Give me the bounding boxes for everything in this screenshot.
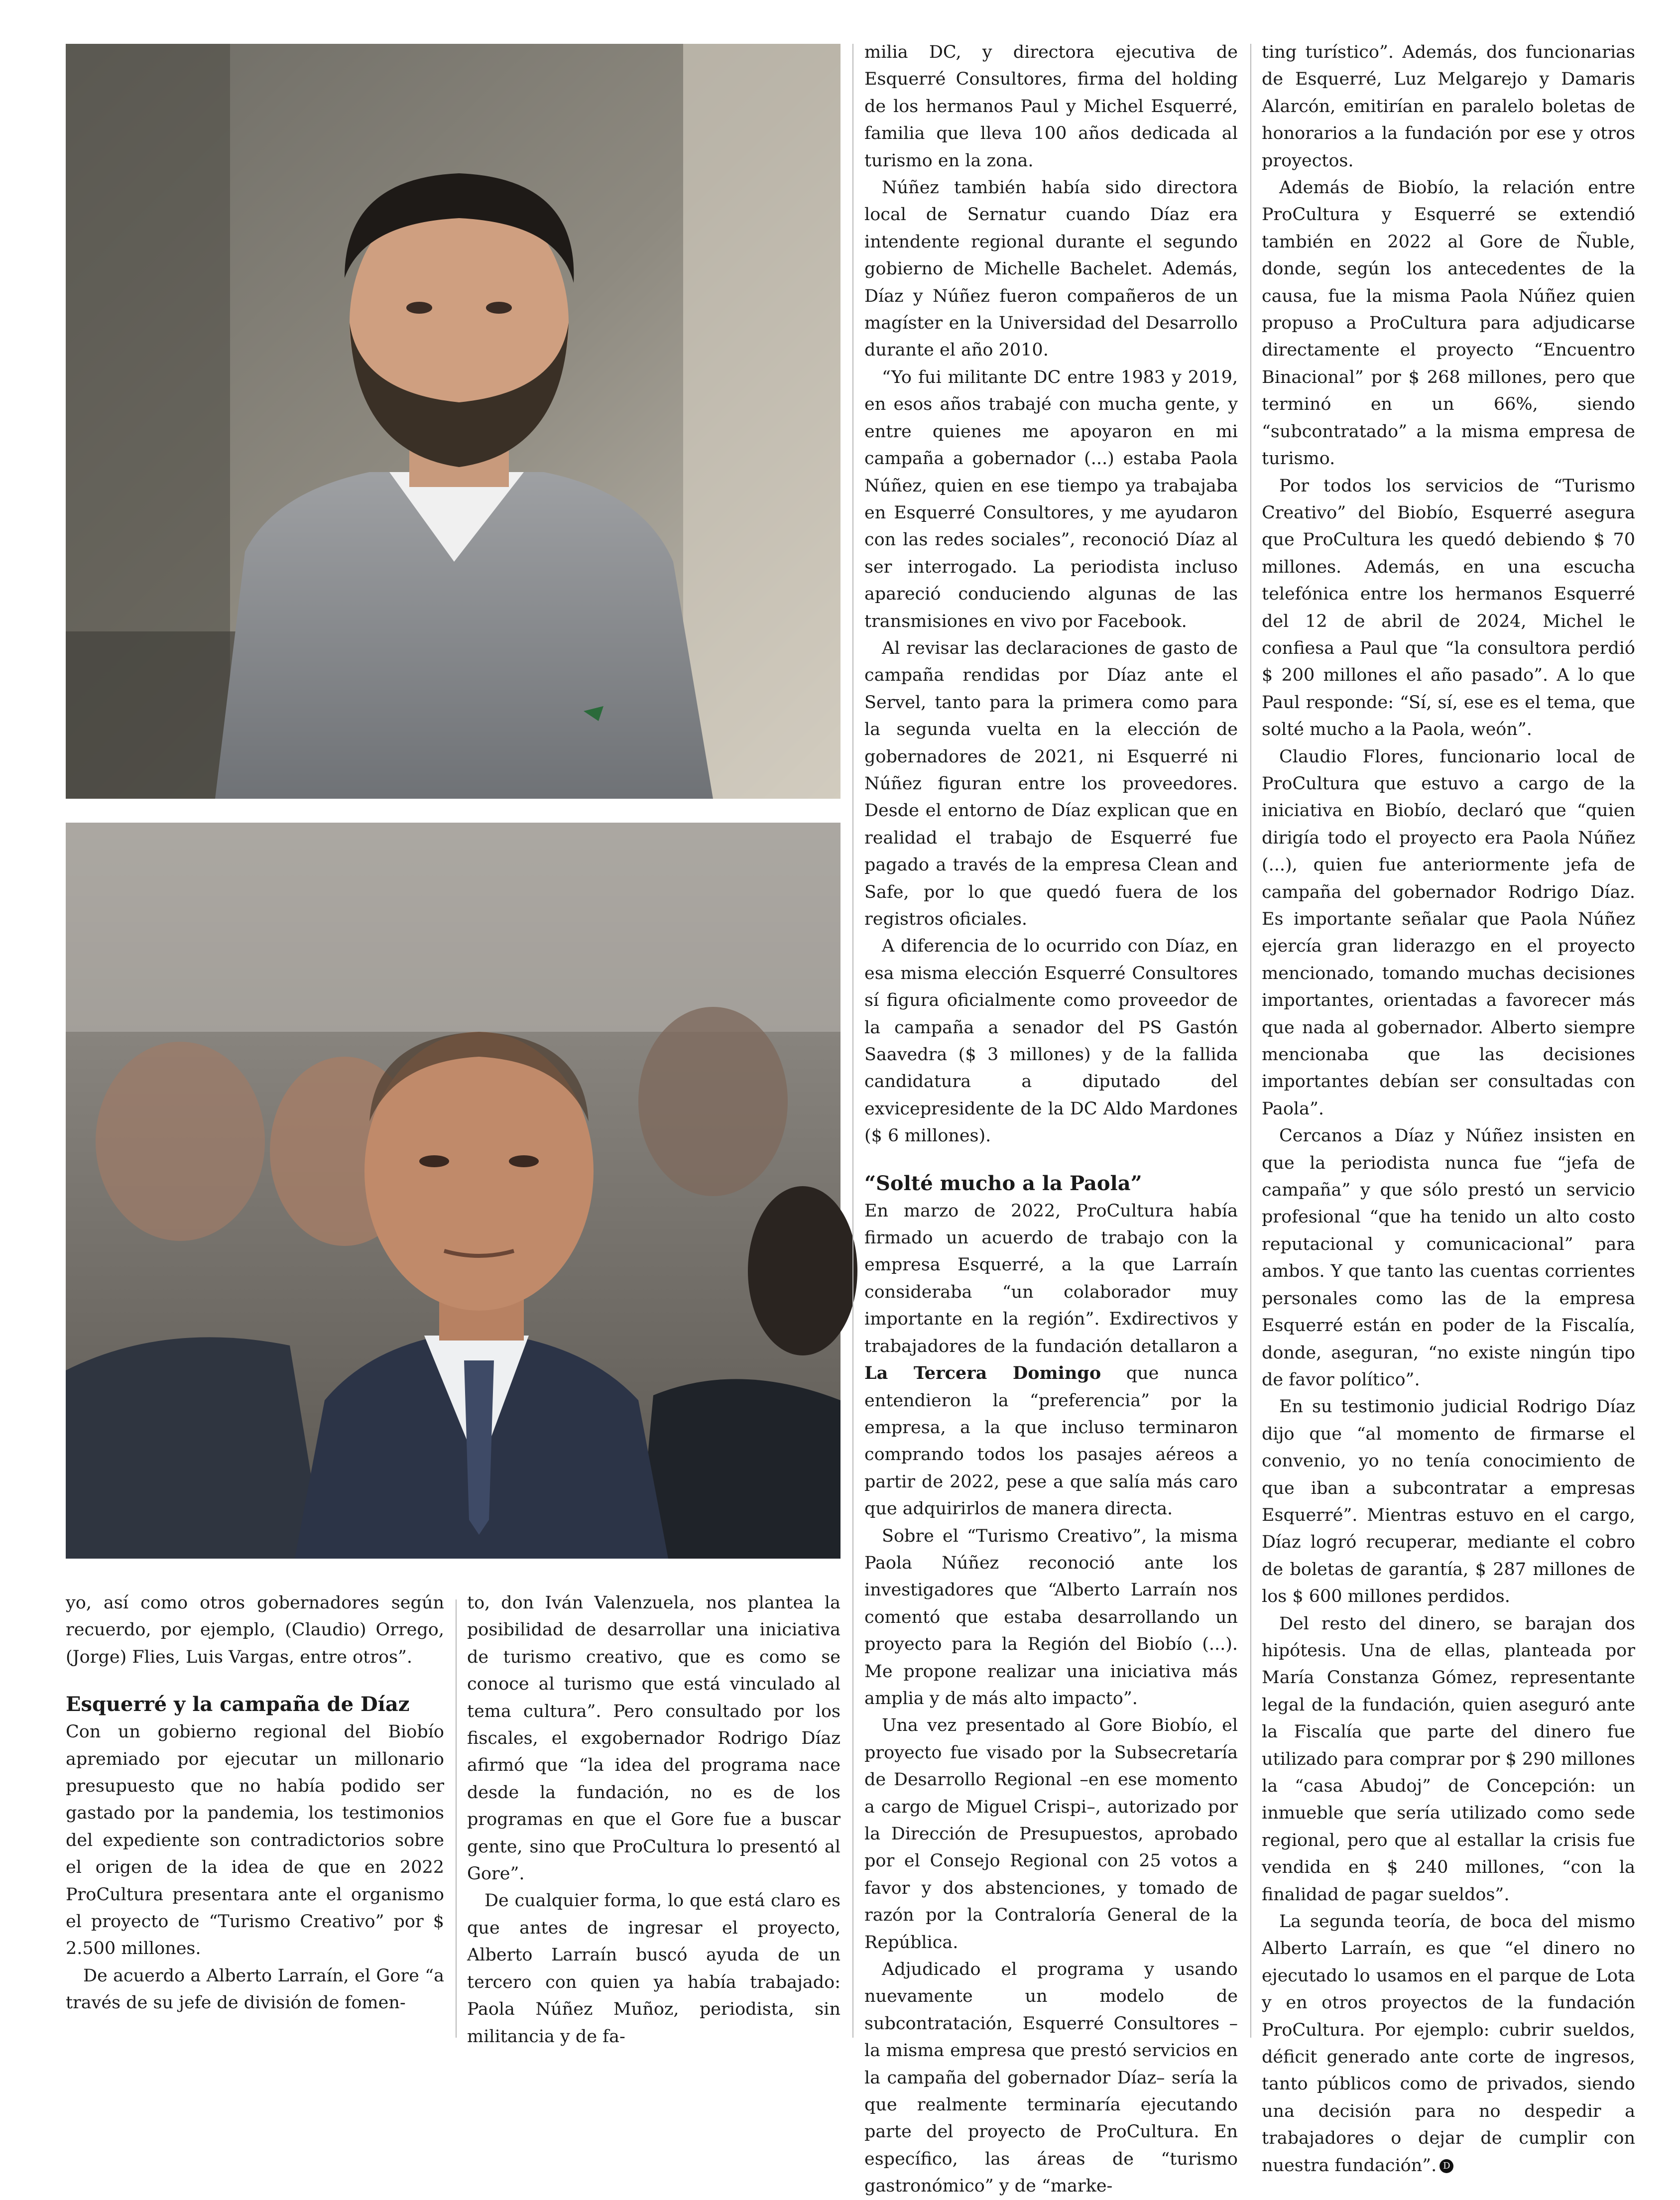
paragraph: Claudio Flores, funcionario local de ProCultura que estuvo a cargo de la iniciativa en Biobío, declaró que “quien dirigía todo el proyecto era Paola Núñez (...), quien fue anteriormente jefa de campaña del gobernador Rodrigo Díaz. Es importante señalar que Paola Núñez ejercía gran liderazgo en el proyecto mencionado, tomando muchas decisiones importantes, orientadas a favorecer más que nada al gobernador. Alberto siempre mencionaba que las decisiones importantes debían ser consultadas con Paola”. [1262,746,1635,1119]
section-heading: Esquerré y la campaña de Díaz [66,1693,410,1716]
paragraph: Núñez también había sido directora local de Sernatur cuando Díaz era intendente regional durante el segundo gobierno de Michelle Bachelet. Además, Díaz y Núñez fueron compañeros de un magíster en la Universidad del Desarrollo durante el año 2010. [864,178,1238,361]
column-rule [456,1599,457,2038]
paragraph: yo, así como otros gobernadores según recuerdo, por ejemplo, (Claudio) Orrego, (Jorge) Flies, Luis Vargas, entre otros”. [66,1593,444,1667]
article-column-4 [1262,39,1635,2176]
section-heading: “Solté mucho a la Paola” [864,1171,1142,1195]
paragraph: Al revisar las declaraciones de gasto de campaña rendidas por Díaz ante el Servel, tanto para la primera como para la segunda vuelta en la elección de gobernadores de 2021, ni Esquerré ni Núñez figuran entre los proveedores. Desde el entorno de Díaz explican que en realidad el trabajo de Esquerré fue pagado a través de la empresa Clean and Safe, por lo que quedó fuera de los registros oficiales. [864,638,1238,929]
paragraph: En su testimonio judicial Rodrigo Díaz dijo que “al momento de firmarse el convenio, yo no tenía conocimiento de que iban a subcontratar a empresas Esquerré”. Mientras estuvo en el cargo, Díaz logró recuperar, mediante el cobro de boletas de garantía, $ 287 millones de los $ 600 millones perdidos. [1262,1397,1635,1607]
paragraph: milia DC, y directora ejecutiva de Esquerré Consultores, firma del holding de los hermanos Paul y Michel Esquerré, familia que lleva 100 años dedicada al turismo en la zona. [864,42,1238,171]
photo-bottom-portrait [66,823,840,1559]
paragraph: Además de Biobío, la relación entre ProCultura y Esquerré se extendió también en 2022 al Gore de Ñuble, donde, según los antecedentes de la causa, fue la misma Paola Núñez quien propuso a ProCultura para adjudicarse directamente el proyecto “Encuentro Binacional” por $ 268 millones, pero que terminó en un 66%, siendo “subcontratado” a la misma empresa de turismo. [1262,178,1635,469]
paragraph: De acuerdo a Alberto Larraín, el Gore “a través de su jefe de división de fomen- [66,1965,444,2013]
paragraph: Por todos los servicios de “Turismo Creativo” del Biobío, Esquerré asegura que ProCultura les quedó debiendo $ 70 millones. Además, en una escucha telefónica entre los hermanos Esquerré del 12 de abril de 2024, Michel le confiesa a Paul que “la consultora perdió $ 200 millones el año pasado”. A lo que Paul responde: “Sí, sí, ese es el tema, que solté mucho a la Paola, weón”. [1262,476,1635,740]
text-run: La segunda teoría, de boca del mismo Alberto Larraín, es que “el dinero no ejecutado lo usamos en el parque de Lota y en otros proyectos de la fundación ProCultura. Por ejemplo: cubrir sueldos, déficit generado ante corte de ingresos, tanto públicos como de privados, siendo una decisión para no despedir a trabajadores o dejar de cumplir con nuestra fundación”. [1262,1912,1635,2176]
paragraph [1262,1908,1635,2179]
paragraph: Adjudicado el programa y usando nuevamente un modelo de subcontratación, Esquerré Consultores –la misma empresa que prestó servicios en la campaña del gobernador Díaz– sería la que realmente terminaría ejecutando parte del proyecto de ProCultura. En específico, las áreas de “turismo gastronómico” y de “marke- [864,1959,1238,2197]
end-mark-icon: D [1440,2159,1453,2173]
paragraph: “Yo fui militante DC entre 1983 y 2019, en esos años trabajé con mucha gente, y entre quienes me apoyaron en mi campaña a gobernador (...) estaba Paola Núñez, quien en ese tiempo ya trabajaba en Esquerré Consultores, y me ayudaron con las redes sociales”, reconoció Díaz al ser interrogado. La periodista incluso apareció conduciendo algunas de las transmisiones en vivo por Facebook. [864,367,1238,631]
text-run: que nunca entendieron la “preferencia” por la empresa, a la que incluso terminaron comprando todos los pasajes aéreos a partir de 2022, pese a que salía más caro que adquirirlos de manera directa. [864,1363,1238,1519]
article-column-3 [864,39,1238,2197]
publication-name: La Tercera Domingo [864,1363,1101,1384]
portrait-man-beard-icon [66,44,840,799]
paragraph: to, don Iván Valenzuela, nos plantea la posibilidad de desarrollar una iniciativa de turismo creativo, que es como se conoce al turismo que está vinculado al tema cultura”. Pero consultado por los fiscales, el exgobernador Rodrigo Díaz afirmó que “la idea del programa nace desde la fundación, no es de los programas en que el Gore fue a buscar gente, sino que ProCultura lo presentó al Gore”. [467,1593,840,1884]
paragraph: De cualquier forma, lo que está claro es que antes de ingresar el proyecto, Alberto Larraín buscó ayuda de un tercero con quien ya había trabajado: Paola Núñez Muñoz, periodista, sin militancia y de fa- [467,1891,840,2047]
column-rule [852,44,853,2038]
paragraph: Una vez presentado al Gore Biobío, el proyecto fue visado por la Subsecretaría de Desarrollo Regional –en ese momento a cargo de Miguel Crispi–, autorizado por la Dirección de Presupuestos, aprobado por el Consejo Regional con 25 votos a favor y dos abstenciones, y tomado de razón por la Contraloría General de la República. [864,1715,1238,1953]
paragraph: Cercanos a Díaz y Núñez insisten en que la periodista nunca fue “jefa de campaña” y que sólo prestó un servicio profesional “que ha tenido un alto costo reputacional y comunicacional” para ambos. Y que tanto las cuentas corrientes personales como las de la empresa Esquerré están en poder de la Fiscalía, donde, aseguran, “no existe ningún tipo de favor político”. [1262,1126,1635,1390]
paragraph: Del resto del dinero, se barajan dos hipótesis. Una de ellas, planteada por María Constanza Gómez, representante legal de la fundación, quien aseguró ante la Fiscalía que parte del dinero fue utilizado para comprar por $ 290 millones la “casa Abudoj” de Concepción: un inmueble que sería utilizado como sede regional, pero que al estallar la crisis fue vendida en $ 240 millones, “con la finalidad de pagar sueldos”. [1262,1613,1635,1905]
text-run: En marzo de 2022, ProCultura había firmado un acuerdo de trabajo con la empresa Esquerré, a la que Larraín consideraba “un colaborador muy importante en la región”. Exdirectivos y trabajadores de la fundación detallaron a [864,1201,1238,1356]
paragraph: Sobre el “Turismo Creativo”, la misma Paola Núñez reconoció ante los investigadores que “Alberto Larraín nos comentó que estaba desarrollando un proyecto para la Región del Biobío (...). Me propone realizar una iniciativa más amplia y de más alto impacto”. [864,1526,1238,1709]
paragraph: ting turístico”. Además, dos funcionarias de Esquerré, Luz Melgarejo y Damaris Alarcón, emitirían en paralelo boletas de honorarios a la fundación por ese y otros proyectos. [1262,42,1635,171]
column-rule [1250,44,1251,2038]
paragraph: A diferencia de lo ocurrido con Díaz, en esa misma elección Esquerré Consultores sí figura oficialmente como proveedor de la campaña a senador del PS Gastón Saavedra ($ 3 millones) y de la fallida candidatura a diputado del exvicepresidente de la DC Aldo Mardones ($ 6 millones). [864,936,1238,1146]
paragraph [864,1198,1238,1523]
article-column-2 [467,1589,840,2047]
paragraph: Con un gobierno regional del Biobío apremiado por ejecutar un millonario presupuesto que no había podido ser gastado por la pandemia, los testimonios del expediente son contradictorios sobre el origen de la idea de que en 2022 ProCultura presentara ante el organismo el proyecto de “Turismo Creativo” por $ 2.500 millones. [66,1722,444,1959]
article-column-1 [66,1589,444,2038]
portrait-man-crowd-icon [66,823,840,1559]
photo-top-portrait [66,44,840,799]
